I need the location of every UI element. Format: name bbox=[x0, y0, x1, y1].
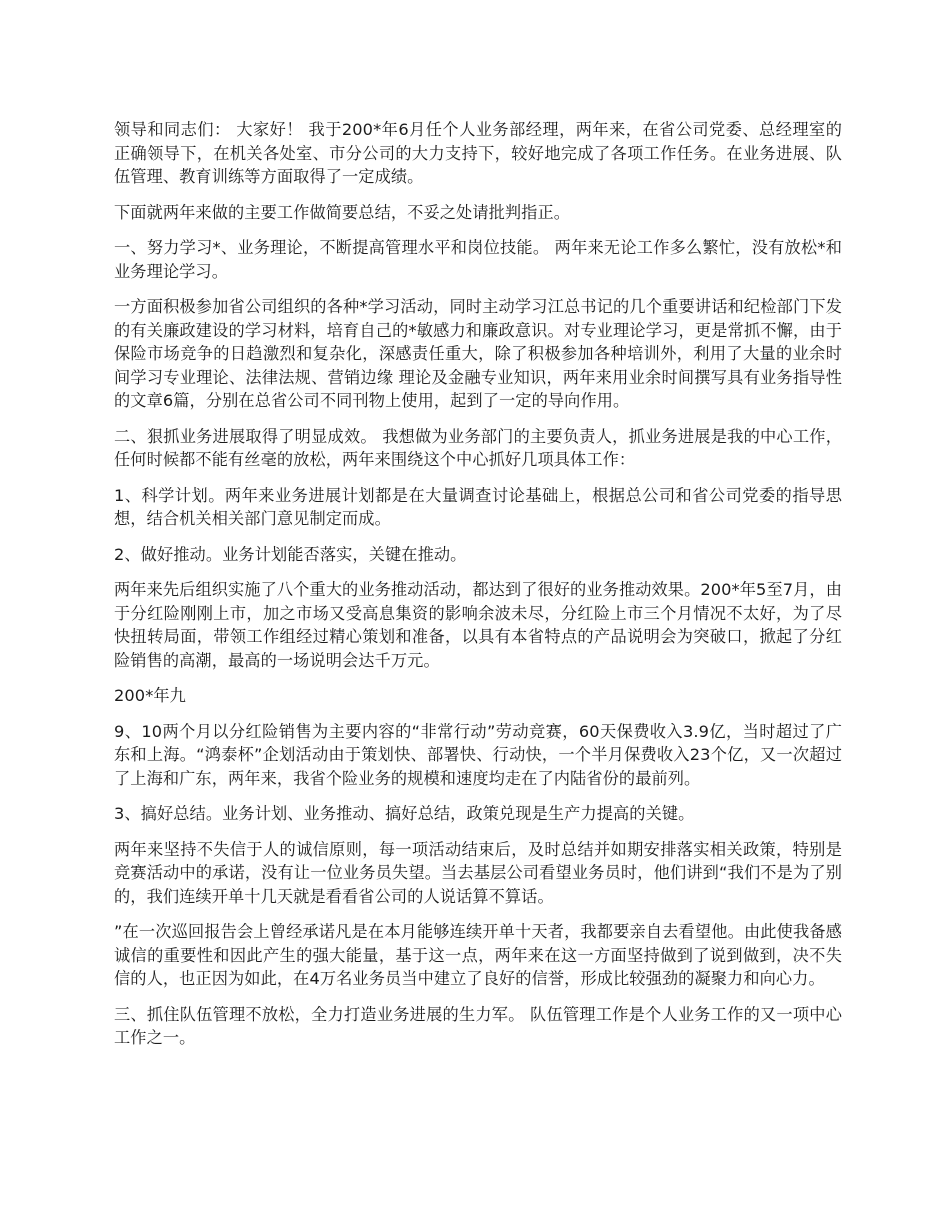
paragraph-item-summary: 3、搞好总结。业务计划、业务推动、搞好总结，政策兑现是生产力提高的关键。 bbox=[114, 804, 695, 823]
paragraph-item-promote: 2、做好推动。业务计划能否落实，关键在推动。 bbox=[114, 544, 467, 564]
paragraph-study-detail: 一方面积极参加省公司组织的各种*学习活动，同时主动学习江总书记的几个重要讲话和纪检部门下发的有关廉政建设的学习材料，培育自己的*敏感力和廉政意识。对专业理论学习，更是常抓不懈，由于保险市场竞争的日趋激烈和复杂化，深感责任重大，除了积极参加各种培训外，利用了大量的业余时间学习专业理论、法律法规、营销边缘 理论及金融专业知识，两年来用业余时间撰写具有业务指导性的文章6篇，分别在总省公司不同刊物上使用，起到了一定的导向作用。 bbox=[114, 297, 842, 410]
paragraph-intro: 下面就两年来做的主要工作做简要总结，不妥之处请批判指正。 bbox=[114, 202, 571, 222]
section-heading-business: 二、狠抓业务进展取得了明显成效。 我想做为业务部门的主要负责人，抓业务进展是我的中心工作，任何时候都不能有丝毫的放松，两年来围绕这个中心抓好几项具体工作： bbox=[114, 426, 842, 469]
paragraph-promote-detail: 两年来先后组织实施了八个重大的业务推动活动，都达到了很好的业务推动效果。200*年5至7月，由于分红险刚刚上市，加之市场又受高息集资的影响余波未尽，分红险上市三个月情况不太好，为了尽快扭转局面，带领工作组经过精心策划和准备，以具有本省特点的产品说明会为突破口，掀起了分红险销售的高潮，最高的一场说明会达千万元。 bbox=[114, 580, 842, 670]
section-heading-study: 一、努力学习*、业务理论，不断提高管理水平和岗位技能。 两年来无论工作多么繁忙，没有放松*和业务理论学习。 bbox=[114, 238, 842, 281]
paragraph-integrity: 两年来坚持不失信于人的诚信原则，每一项活动结束后，及时总结并如期安排落实相关政策，特别是竞赛活动中的承诺，没有让一位业务员失望。当去基层公司看望业务员时，他们讲到“我们不是为了别的，我们连续开单十几天就是看看省公司的人说话算不算话。 bbox=[114, 839, 842, 906]
paragraph-year-fragment: 200*年九 bbox=[114, 686, 186, 705]
paragraph-competition: 9、10两个月以分红险销售为主要内容的“非常行动”劳动竞赛，60天保费收入3.9亿，当时超过了广东和上海。“鸿泰杯”企划活动由于策划快、部署快、行动快，一个半月保费收入23个亿，又一次超过了上海和广东，两年来，我省个险业务的规模和速度均走在了内陆省份的最前列。 bbox=[114, 721, 842, 788]
document-body bbox=[114, 118, 842, 1062]
section-heading-team: 三、抓住队伍管理不放松，全力打造业务进展的生力军。 队伍管理工作是个人业务工作的又一项中心工作之一。 bbox=[114, 1004, 842, 1047]
paragraph-integrity-continued: ”在一次巡回报告会上曾经承诺凡是在本月能够连续开单十天者，我都要亲自去看望他。由此使我备感诚信的重要性和因此产生的强大能量，基于这一点，两年来在这一方面坚持做到了说到做到，决不失信的人，也正因为如此，在4万名业务员当中建立了良好的信誉，形成比较强劲的凝聚力和向心力。 bbox=[114, 922, 842, 988]
paragraph-greeting: 领导和同志们： 大家好！ 我于200*年6月任个人业务部经理，两年来，在省公司党委、总经理室的正确领导下，在机关各处室、市分公司的大力支持下，较好地完成了各项工作任务。在业务进展、队伍管理、教育训练等方面取得了一定成绩。 bbox=[114, 120, 842, 186]
paragraph-item-plan: 1、科学计划。两年来业务进展计划都是在大量调查讨论基础上，根据总公司和省公司党委的指导思想，结合机关相关部门意见制定而成。 bbox=[114, 485, 842, 528]
